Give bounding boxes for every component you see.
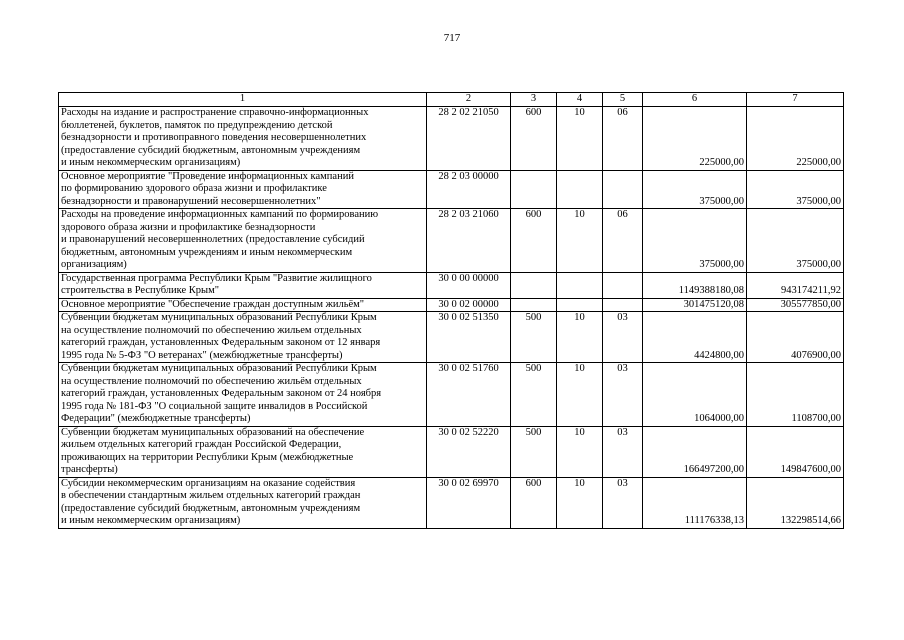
amount-col6: 301475120,08	[643, 298, 747, 312]
budget-table	[58, 92, 844, 529]
row-description: Государственная программа Республики Крым "Развитие жилищного строительства в Республике Крым"	[59, 272, 427, 298]
section-code: 10	[557, 312, 603, 363]
column-header: 1	[59, 93, 427, 107]
section-code	[557, 298, 603, 312]
section-code	[557, 272, 603, 298]
section-code	[557, 170, 603, 209]
amount-col6: 4424800,00	[643, 312, 747, 363]
table-row	[59, 312, 844, 363]
row-description: Субсидии некоммерческим организациям на оказание содействия в обеспечении стандартным жильем отдельных категорий граждан (предоставление субсидий бюджетным, автономным учреждениям и иным некоммерческим организациям)	[59, 477, 427, 528]
classification-code: 30 0 02 51760	[427, 363, 511, 427]
subsection-code	[603, 170, 643, 209]
column-header: 6	[643, 93, 747, 107]
classification-code: 30 0 00 00000	[427, 272, 511, 298]
row-description: Субвенции бюджетам муниципальных образований на обеспечение жильем отдельных категорий граждан Российской Федерации, проживающих на территории Республики Крым (межбюджетные трансферты)	[59, 426, 427, 477]
subsection-code: 03	[603, 312, 643, 363]
classification-code: 28 2 03 00000	[427, 170, 511, 209]
column-header: 4	[557, 93, 603, 107]
subsection-code	[603, 272, 643, 298]
table-row	[59, 363, 844, 427]
page-number: 717	[443, 32, 461, 44]
column-header: 2	[427, 93, 511, 107]
amount-col6: 225000,00	[643, 107, 747, 171]
expense-type: 500	[511, 312, 557, 363]
amount-col7: 225000,00	[747, 107, 844, 171]
table-row	[59, 272, 844, 298]
classification-code: 30 0 02 00000	[427, 298, 511, 312]
expense-type: 600	[511, 477, 557, 528]
subsection-code: 06	[603, 107, 643, 171]
row-description: Основное мероприятие "Проведение информационных кампаний по формированию здорового образа жизни и профилактике безнадзорности и правонарушений несовершеннолетних"	[59, 170, 427, 209]
amount-col6: 1064000,00	[643, 363, 747, 427]
table-row	[59, 107, 844, 171]
expense-type: 500	[511, 426, 557, 477]
section-code: 10	[557, 477, 603, 528]
classification-code: 30 0 02 52220	[427, 426, 511, 477]
column-header: 3	[511, 93, 557, 107]
amount-col6: 375000,00	[643, 170, 747, 209]
subsection-code: 03	[603, 363, 643, 427]
classification-code: 30 0 02 69970	[427, 477, 511, 528]
table-row	[59, 209, 844, 273]
row-description: Субвенции бюджетам муниципальных образований Республики Крым на осуществление полномочий по обеспечению жильем отдельных категорий граждан, установленных Федеральным законом от 12 января 1995 года № 5-ФЗ "О ветеранах" (межбюджетные трансферты)	[59, 312, 427, 363]
expense-type: 500	[511, 363, 557, 427]
expense-type	[511, 298, 557, 312]
amount-col7: 149847600,00	[747, 426, 844, 477]
column-header: 7	[747, 93, 844, 107]
expense-type: 600	[511, 107, 557, 171]
subsection-code: 03	[603, 426, 643, 477]
amount-col6: 1149388180,08	[643, 272, 747, 298]
section-code: 10	[557, 209, 603, 273]
row-description: Основное мероприятие "Обеспечение граждан доступным жильём"	[59, 298, 427, 312]
classification-code: 30 0 02 51350	[427, 312, 511, 363]
table-row	[59, 298, 844, 312]
amount-col7: 375000,00	[747, 209, 844, 273]
section-code: 10	[557, 426, 603, 477]
row-description: Расходы на издание и распространение справочно-информационных бюллетеней, буклетов, памяток по предупреждению детской безнадзорности и противоправного поведения несовершеннолетних (предоставление субсидий бюджетным, автономным учреждениям и иным некоммерческим организациям)	[59, 107, 427, 171]
amount-col7: 375000,00	[747, 170, 844, 209]
subsection-code: 03	[603, 477, 643, 528]
amount-col7: 1108700,00	[747, 363, 844, 427]
amount-col6: 375000,00	[643, 209, 747, 273]
amount-col6: 166497200,00	[643, 426, 747, 477]
row-description: Субвенции бюджетам муниципальных образований Республики Крым на осуществление полномочий по обеспечению жильём отдельных категорий граждан, установленных Федеральным законом от 24 ноября 1995 года № 181-ФЗ "О социальной защите инвалидов в Российской Федерации" (межбюджетные трансферты)	[59, 363, 427, 427]
column-header: 5	[603, 93, 643, 107]
amount-col6: 111176338,13	[643, 477, 747, 528]
table-row	[59, 426, 844, 477]
row-description: Расходы на проведение информационных кампаний по формированию здорового образа жизни и профилактике безнадзорности и правонарушений несовершеннолетних (предоставление субсидий бюджетным, автономным учреждениям и иным некоммерческим организациям)	[59, 209, 427, 273]
classification-code: 28 2 03 21060	[427, 209, 511, 273]
expense-type: 600	[511, 209, 557, 273]
subsection-code	[603, 298, 643, 312]
amount-col7: 943174211,92	[747, 272, 844, 298]
section-code: 10	[557, 363, 603, 427]
amount-col7: 305577850,00	[747, 298, 844, 312]
subsection-code: 06	[603, 209, 643, 273]
table-row	[59, 170, 844, 209]
table-header-row	[59, 93, 844, 107]
amount-col7: 132298514,66	[747, 477, 844, 528]
classification-code: 28 2 02 21050	[427, 107, 511, 171]
expense-type	[511, 170, 557, 209]
section-code: 10	[557, 107, 603, 171]
table-row	[59, 477, 844, 528]
amount-col7: 4076900,00	[747, 312, 844, 363]
expense-type	[511, 272, 557, 298]
